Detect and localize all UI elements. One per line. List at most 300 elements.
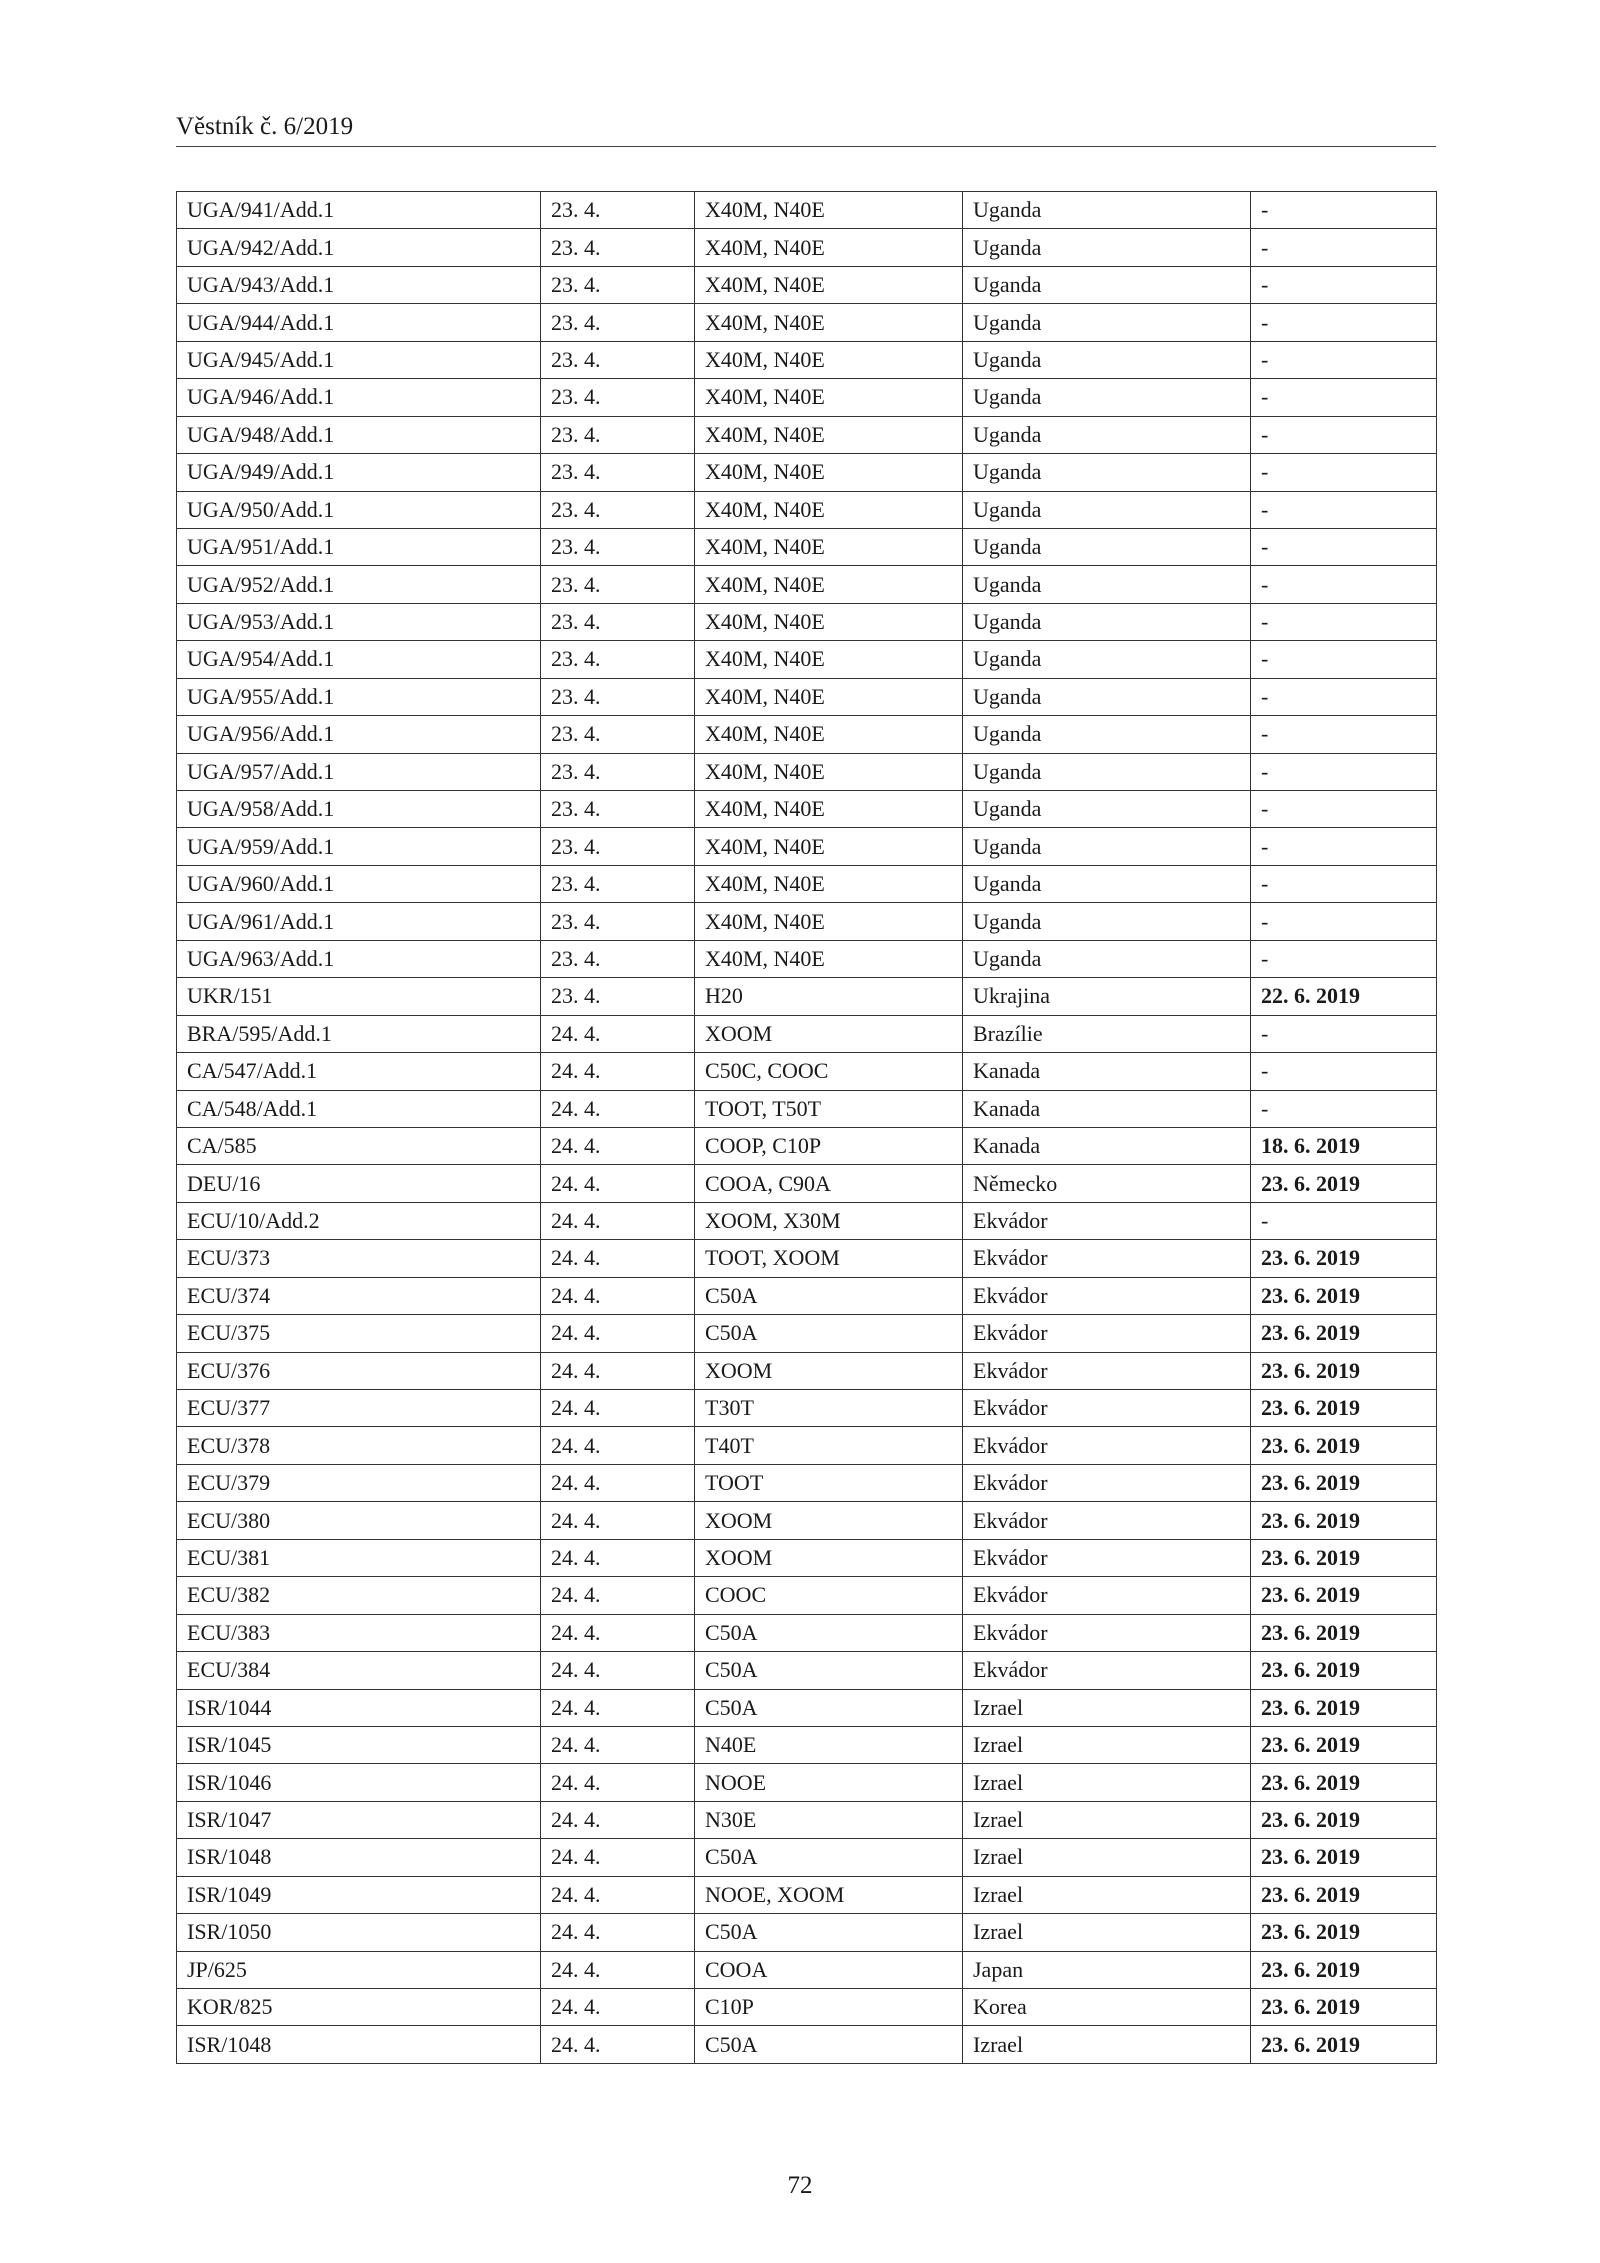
date-cell: 23. 4. [541,791,695,828]
code-cell: COOC [695,1577,963,1614]
date-cell: 23. 4. [541,528,695,565]
code-cell: X40M, N40E [695,379,963,416]
date-cell: 23. 4. [541,753,695,790]
document-code-cell: UGA/954/Add.1 [177,641,541,678]
document-code-cell: ISR/1050 [177,1914,541,1951]
country-cell: Ekvádor [963,1427,1251,1464]
deadline-cell: - [1251,304,1437,341]
date-cell: 24. 4. [541,1015,695,1052]
code-cell: C50C, COOC [695,1053,963,1090]
country-cell: Uganda [963,603,1251,640]
table-row [177,1352,1437,1389]
deadline-cell: 23. 6. 2019 [1251,1352,1437,1389]
code-cell: COOP, C10P [695,1127,963,1164]
country-cell: Uganda [963,716,1251,753]
document-code-cell: UGA/952/Add.1 [177,566,541,603]
date-cell: 23. 4. [541,828,695,865]
table-body [177,192,1437,2064]
table-row [177,1989,1437,2026]
code-cell: X40M, N40E [695,266,963,303]
deadline-cell: - [1251,678,1437,715]
table-row [177,1502,1437,1539]
deadline-cell: - [1251,192,1437,229]
date-cell: 24. 4. [541,1951,695,1988]
date-cell: 23. 4. [541,903,695,940]
deadline-cell: 23. 6. 2019 [1251,1614,1437,1651]
table-row [177,1726,1437,1763]
date-cell: 23. 4. [541,491,695,528]
deadline-cell: - [1251,341,1437,378]
deadline-cell: - [1251,566,1437,603]
table-row [177,791,1437,828]
table-row [177,1914,1437,1951]
country-cell: Uganda [963,454,1251,491]
deadline-cell: - [1251,1015,1437,1052]
country-cell: Uganda [963,865,1251,902]
notification-table [176,191,1437,2064]
document-code-cell: JP/625 [177,1951,541,1988]
document-code-cell: UGA/950/Add.1 [177,491,541,528]
table-row [177,1539,1437,1576]
document-code-cell: BRA/595/Add.1 [177,1015,541,1052]
table-row [177,528,1437,565]
code-cell: C10P [695,1989,963,2026]
document-code-cell: CA/585 [177,1127,541,1164]
document-code-cell: UGA/945/Add.1 [177,341,541,378]
deadline-cell: 18. 6. 2019 [1251,1127,1437,1164]
date-cell: 24. 4. [541,1614,695,1651]
code-cell: C50A [695,1652,963,1689]
deadline-cell: 23. 6. 2019 [1251,1652,1437,1689]
document-code-cell: ECU/380 [177,1502,541,1539]
table-row [177,978,1437,1015]
country-cell: Izrael [963,1726,1251,1763]
deadline-cell: - [1251,1053,1437,1090]
document-code-cell: ISR/1046 [177,1764,541,1801]
country-cell: Uganda [963,678,1251,715]
code-cell: T30T [695,1390,963,1427]
deadline-cell: 23. 6. 2019 [1251,1764,1437,1801]
deadline-cell: 23. 6. 2019 [1251,1427,1437,1464]
table-row [177,454,1437,491]
date-cell: 23. 4. [541,341,695,378]
date-cell: 24. 4. [541,1539,695,1576]
page-header [176,112,1436,147]
document-code-cell: UGA/957/Add.1 [177,753,541,790]
code-cell: C50A [695,1914,963,1951]
country-cell: Uganda [963,940,1251,977]
table-row [177,865,1437,902]
table-row [177,341,1437,378]
document-code-cell: UGA/946/Add.1 [177,379,541,416]
country-cell: Ekvádor [963,1315,1251,1352]
date-cell: 24. 4. [541,1801,695,1838]
code-cell: X40M, N40E [695,416,963,453]
code-cell: X40M, N40E [695,678,963,715]
code-cell: TOOT, T50T [695,1090,963,1127]
document-code-cell: UGA/941/Add.1 [177,192,541,229]
document-code-cell: ECU/381 [177,1539,541,1576]
country-cell: Uganda [963,903,1251,940]
deadline-cell: 23. 6. 2019 [1251,1539,1437,1576]
table-row [177,1127,1437,1164]
code-cell: X40M, N40E [695,940,963,977]
table-row [177,379,1437,416]
country-cell: Ekvádor [963,1502,1251,1539]
deadline-cell: - [1251,1090,1437,1127]
country-cell: Uganda [963,304,1251,341]
date-cell: 23. 4. [541,716,695,753]
table-row [177,1652,1437,1689]
code-cell: COOA [695,1951,963,1988]
date-cell: 24. 4. [541,1127,695,1164]
document-code-cell: ISR/1048 [177,1839,541,1876]
deadline-cell: 23. 6. 2019 [1251,1577,1437,1614]
date-cell: 24. 4. [541,2026,695,2063]
code-cell: C50A [695,1689,963,1726]
code-cell: X40M, N40E [695,716,963,753]
code-cell: XOOM, X30M [695,1202,963,1239]
date-cell: 23. 4. [541,266,695,303]
table-row [177,1202,1437,1239]
code-cell: X40M, N40E [695,865,963,902]
table-row [177,2026,1437,2063]
document-code-cell: ECU/377 [177,1390,541,1427]
document-code-cell: UGA/953/Add.1 [177,603,541,640]
deadline-cell: - [1251,791,1437,828]
code-cell: X40M, N40E [695,828,963,865]
deadline-cell: 23. 6. 2019 [1251,1277,1437,1314]
table-row [177,1614,1437,1651]
table-row [177,753,1437,790]
date-cell: 23. 4. [541,454,695,491]
date-cell: 24. 4. [541,1202,695,1239]
code-cell: C50A [695,1839,963,1876]
document-code-cell: UGA/944/Add.1 [177,304,541,341]
document-code-cell: UGA/956/Add.1 [177,716,541,753]
code-cell: X40M, N40E [695,304,963,341]
code-cell: X40M, N40E [695,454,963,491]
country-cell: Uganda [963,791,1251,828]
date-cell: 24. 4. [541,1914,695,1951]
table-row [177,1315,1437,1352]
document-code-cell: UGA/958/Add.1 [177,791,541,828]
country-cell: Kanada [963,1053,1251,1090]
table-row [177,1876,1437,1913]
document-code-cell: UKR/151 [177,978,541,1015]
country-cell: Uganda [963,229,1251,266]
table-row [177,678,1437,715]
table-row [177,1053,1437,1090]
date-cell: 23. 4. [541,192,695,229]
page-title: Věstník č. 6/2019 [176,113,354,140]
table-row [177,1277,1437,1314]
document-code-cell: UGA/961/Add.1 [177,903,541,940]
table-row [177,1390,1437,1427]
date-cell: 23. 4. [541,641,695,678]
deadline-cell: - [1251,1202,1437,1239]
table-row [177,1240,1437,1277]
country-cell: Ekvádor [963,1614,1251,1651]
code-cell: XOOM [695,1015,963,1052]
deadline-cell: - [1251,603,1437,640]
country-cell: Brazílie [963,1015,1251,1052]
country-cell: Japan [963,1951,1251,1988]
deadline-cell: - [1251,416,1437,453]
document-code-cell: ECU/374 [177,1277,541,1314]
date-cell: 23. 4. [541,229,695,266]
date-cell: 24. 4. [541,1502,695,1539]
country-cell: Uganda [963,341,1251,378]
country-cell: Izrael [963,2026,1251,2063]
document-code-cell: ECU/373 [177,1240,541,1277]
table-row [177,1839,1437,1876]
code-cell: X40M, N40E [695,229,963,266]
deadline-cell: 23. 6. 2019 [1251,1801,1437,1838]
document-code-cell: ECU/378 [177,1427,541,1464]
code-cell: X40M, N40E [695,341,963,378]
deadline-cell: 23. 6. 2019 [1251,1989,1437,2026]
country-cell: Uganda [963,379,1251,416]
code-cell: C50A [695,1315,963,1352]
table-row [177,304,1437,341]
country-cell: Izrael [963,1689,1251,1726]
deadline-cell: - [1251,753,1437,790]
table-row [177,603,1437,640]
date-cell: 24. 4. [541,1464,695,1501]
country-cell: Uganda [963,266,1251,303]
deadline-cell: - [1251,828,1437,865]
table-row [177,716,1437,753]
country-cell: Ekvádor [963,1464,1251,1501]
document-code-cell: UGA/942/Add.1 [177,229,541,266]
code-cell: C50A [695,1614,963,1651]
country-cell: Ekvádor [963,1277,1251,1314]
table-row [177,1951,1437,1988]
document-code-cell: UGA/948/Add.1 [177,416,541,453]
country-cell: Uganda [963,828,1251,865]
document-code-cell: UGA/943/Add.1 [177,266,541,303]
deadline-cell: - [1251,940,1437,977]
country-cell: Německo [963,1165,1251,1202]
country-cell: Izrael [963,1914,1251,1951]
deadline-cell: 23. 6. 2019 [1251,1726,1437,1763]
date-cell: 24. 4. [541,1652,695,1689]
date-cell: 24. 4. [541,1315,695,1352]
document-code-cell: ECU/384 [177,1652,541,1689]
country-cell: Uganda [963,528,1251,565]
table-row [177,1689,1437,1726]
deadline-cell: - [1251,865,1437,902]
table-row [177,491,1437,528]
deadline-cell: 23. 6. 2019 [1251,1876,1437,1913]
document-code-cell: ISR/1045 [177,1726,541,1763]
date-cell: 23. 4. [541,566,695,603]
code-cell: XOOM [695,1539,963,1576]
document-code-cell: ECU/10/Add.2 [177,1202,541,1239]
document-code-cell: ISR/1048 [177,2026,541,2063]
code-cell: X40M, N40E [695,603,963,640]
table-row [177,1015,1437,1052]
document-code-cell: ECU/382 [177,1577,541,1614]
document-code-cell: ECU/379 [177,1464,541,1501]
date-cell: 23. 4. [541,416,695,453]
country-cell: Ekvádor [963,1202,1251,1239]
code-cell: XOOM [695,1352,963,1389]
code-cell: XOOM [695,1502,963,1539]
country-cell: Uganda [963,416,1251,453]
code-cell: X40M, N40E [695,641,963,678]
date-cell: 23. 4. [541,304,695,341]
document-code-cell: UGA/949/Add.1 [177,454,541,491]
country-cell: Uganda [963,566,1251,603]
country-cell: Uganda [963,753,1251,790]
country-cell: Izrael [963,1764,1251,1801]
table-row [177,641,1437,678]
document-code-cell: CA/548/Add.1 [177,1090,541,1127]
country-cell: Kanada [963,1127,1251,1164]
deadline-cell: - [1251,903,1437,940]
deadline-cell: 23. 6. 2019 [1251,1914,1437,1951]
document-code-cell: UGA/951/Add.1 [177,528,541,565]
date-cell: 24. 4. [541,1577,695,1614]
document-code-cell: ISR/1049 [177,1876,541,1913]
table-row [177,1090,1437,1127]
document-code-cell: UGA/959/Add.1 [177,828,541,865]
code-cell: H20 [695,978,963,1015]
document-code-cell: CA/547/Add.1 [177,1053,541,1090]
code-cell: C50A [695,2026,963,2063]
table-row [177,1764,1437,1801]
deadline-cell: 23. 6. 2019 [1251,1464,1437,1501]
table-row [177,903,1437,940]
date-cell: 24. 4. [541,1390,695,1427]
country-cell: Ekvádor [963,1240,1251,1277]
date-cell: 23. 4. [541,678,695,715]
code-cell: X40M, N40E [695,791,963,828]
document-code-cell: UGA/963/Add.1 [177,940,541,977]
table-row [177,266,1437,303]
document-code-cell: KOR/825 [177,1989,541,2026]
deadline-cell: 23. 6. 2019 [1251,1390,1437,1427]
date-cell: 24. 4. [541,1989,695,2026]
document-code-cell: ECU/376 [177,1352,541,1389]
table-row [177,416,1437,453]
deadline-cell: 23. 6. 2019 [1251,1315,1437,1352]
country-cell: Izrael [963,1801,1251,1838]
country-cell: Ekvádor [963,1352,1251,1389]
document-code-cell: UGA/955/Add.1 [177,678,541,715]
code-cell: T40T [695,1427,963,1464]
deadline-cell: 23. 6. 2019 [1251,1502,1437,1539]
document-code-cell: ISR/1044 [177,1689,541,1726]
table-row [177,1427,1437,1464]
code-cell: NOOE, XOOM [695,1876,963,1913]
deadline-cell: 23. 6. 2019 [1251,1839,1437,1876]
date-cell: 24. 4. [541,1876,695,1913]
date-cell: 24. 4. [541,1427,695,1464]
deadline-cell: 23. 6. 2019 [1251,1951,1437,1988]
deadline-cell: 23. 6. 2019 [1251,2026,1437,2063]
code-cell: N40E [695,1726,963,1763]
deadline-cell: - [1251,716,1437,753]
code-cell: X40M, N40E [695,528,963,565]
country-cell: Uganda [963,641,1251,678]
table-row [177,229,1437,266]
code-cell: C50A [695,1277,963,1314]
date-cell: 23. 4. [541,379,695,416]
document-code-cell: UGA/960/Add.1 [177,865,541,902]
table-row [177,1464,1437,1501]
date-cell: 24. 4. [541,1165,695,1202]
date-cell: 24. 4. [541,1240,695,1277]
deadline-cell: - [1251,491,1437,528]
date-cell: 24. 4. [541,1352,695,1389]
country-cell: Izrael [963,1839,1251,1876]
deadline-cell: 23. 6. 2019 [1251,1240,1437,1277]
deadline-cell: - [1251,454,1437,491]
table-row [177,828,1437,865]
code-cell: TOOT, XOOM [695,1240,963,1277]
country-cell: Kanada [963,1090,1251,1127]
country-cell: Ekvádor [963,1652,1251,1689]
deadline-cell: - [1251,266,1437,303]
date-cell: 23. 4. [541,603,695,640]
deadline-cell: - [1251,641,1437,678]
country-cell: Ekvádor [963,1390,1251,1427]
code-cell: X40M, N40E [695,753,963,790]
code-cell: N30E [695,1801,963,1838]
deadline-cell: 22. 6. 2019 [1251,978,1437,1015]
deadline-cell: - [1251,379,1437,416]
country-cell: Korea [963,1989,1251,2026]
table-row [177,192,1437,229]
date-cell: 24. 4. [541,1689,695,1726]
date-cell: 23. 4. [541,978,695,1015]
deadline-cell: 23. 6. 2019 [1251,1165,1437,1202]
document-code-cell: ISR/1047 [177,1801,541,1838]
code-cell: COOA, C90A [695,1165,963,1202]
country-cell: Ukrajina [963,978,1251,1015]
code-cell: TOOT [695,1464,963,1501]
document-code-cell: ECU/375 [177,1315,541,1352]
country-cell: Uganda [963,491,1251,528]
country-cell: Ekvádor [963,1539,1251,1576]
table-row [177,1801,1437,1838]
deadline-cell: - [1251,229,1437,266]
deadline-cell: 23. 6. 2019 [1251,1689,1437,1726]
document-code-cell: DEU/16 [177,1165,541,1202]
code-cell: NOOE [695,1764,963,1801]
code-cell: X40M, N40E [695,903,963,940]
date-cell: 23. 4. [541,865,695,902]
code-cell: X40M, N40E [695,192,963,229]
date-cell: 24. 4. [541,1053,695,1090]
code-cell: X40M, N40E [695,491,963,528]
table-row [177,566,1437,603]
country-cell: Uganda [963,192,1251,229]
table-row [177,940,1437,977]
date-cell: 24. 4. [541,1726,695,1763]
country-cell: Ekvádor [963,1577,1251,1614]
date-cell: 24. 4. [541,1839,695,1876]
date-cell: 23. 4. [541,940,695,977]
page-number: 72 [787,2172,813,2199]
table-row [177,1577,1437,1614]
date-cell: 24. 4. [541,1090,695,1127]
country-cell: Izrael [963,1876,1251,1913]
date-cell: 24. 4. [541,1277,695,1314]
